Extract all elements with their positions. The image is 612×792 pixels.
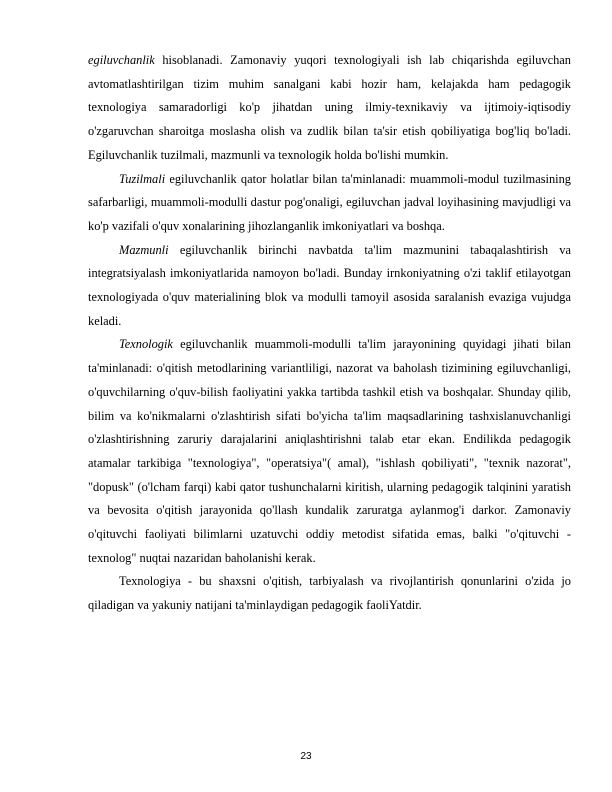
paragraph-text: egiluvchanlik muammoli-modulli ta'lim jarayonining quyidagi jihati bilan ta'minlanadi: o'qitish metodlarining variantliligi, nazorat va baholash tizimining egiluvchanligi, o'quvchilarning o'quv-bilish faoliyatini yakka tartibda tashkil etish va boshqalar. Shunday qilib, bilim va ko'nikmalarni o'zlashtirish sifati bo'yicha ta'lim maqsadlarining tashxislanuvchanligi o'zlashtirishning zaruriy darajalarini aniqlashtirishni talab etar ekan. Endilikda pedagogik atamalar tarkibiga "texnologiya", "operatsiya"( amal), "ishlash qobiliyati", "texnik nazorat", "dopusk" (o'lcham farqi) kabi qator tushunchalarni kiritish, ularning pedagogik talqinini yaratish va bevosita o'qitish jarayonida qo'llash kundalik zaruratga aylanmog'i darkor. Zamonaviy o'qituvchi faoliyati bilimlarni uzatuvchi oddiy metodist sifatida emas, balki "o'qituvchi - texnolog" nuqtai nazaridan baholanishi kerak. <box>88 337 571 565</box>
paragraph-texnologik <box>88 333 571 570</box>
paragraph-egiluvchanlik <box>88 49 571 168</box>
paragraph-texnologiya-definition <box>88 570 571 617</box>
paragraph-lead-term: egiluvchanlik <box>88 53 155 67</box>
paragraph-text: egiluvchanlik qator holatlar bilan ta'minlanadi: muammoli-modul tuzilmasining safarbarligi, muammoli-modulli dastur pog'onaligi, egiluvchan jadval loyihasining mavjudligi va ko'p vazifali o'quv xonalarining jihozlanganlik imkoniyatlari va boshqa. <box>88 171 571 233</box>
paragraph-lead-term: Mazmunli <box>119 242 169 257</box>
paragraph-text: hisoblanadi. Zamonaviy yuqori texnologiyali ish lab chiqarishda egiluvchan avtomatlashtirilgan tizim muhim sanalgani kabi hozir ham, kelajakda ham pedagogik texnologiya samaradorligi ko'p jihatdan uning ilmiy-texnikaviy va ijtimoiy-iqtisodiy o'zgaruvchan sharoitga moslasha olish va zudlik bilan ta'sir etish qobiliyatiga bog'liq bo'ladi. Egiluvchanlik tuzilmali, mazmunli va texnologik holda bo'lishi mumkin. <box>88 53 571 162</box>
paragraph-lead-term: Tuzilmali <box>119 171 166 186</box>
page-number: 23 <box>300 751 312 762</box>
document-body <box>88 49 571 618</box>
paragraph-text: egiluvchanlik birinchi navbatda ta'lim mazmunini tabaqalashtirish va integratsiyalash imkoniyatlarida namoyon bo'ladi. Bunday irnkoniyatning o'zi taklif etilayotgan texnologiyada o'quv materialining blok va modulli tamoyil asosida saralanish evaziga vujudga keladi. <box>88 242 571 328</box>
paragraph-mazmunli <box>88 239 571 334</box>
paragraph-lead-term: Texnologik <box>119 337 173 352</box>
paragraph-tuzilmali <box>88 168 571 239</box>
paragraph-text: Texnologiya - bu shaxsni o'qitish, tarbiyalash va rivojlantirish qonunlarini o'zida jo qiladigan va yakuniy natijani ta'minlaydigan pedagogik faoliYatdir. <box>88 574 571 613</box>
